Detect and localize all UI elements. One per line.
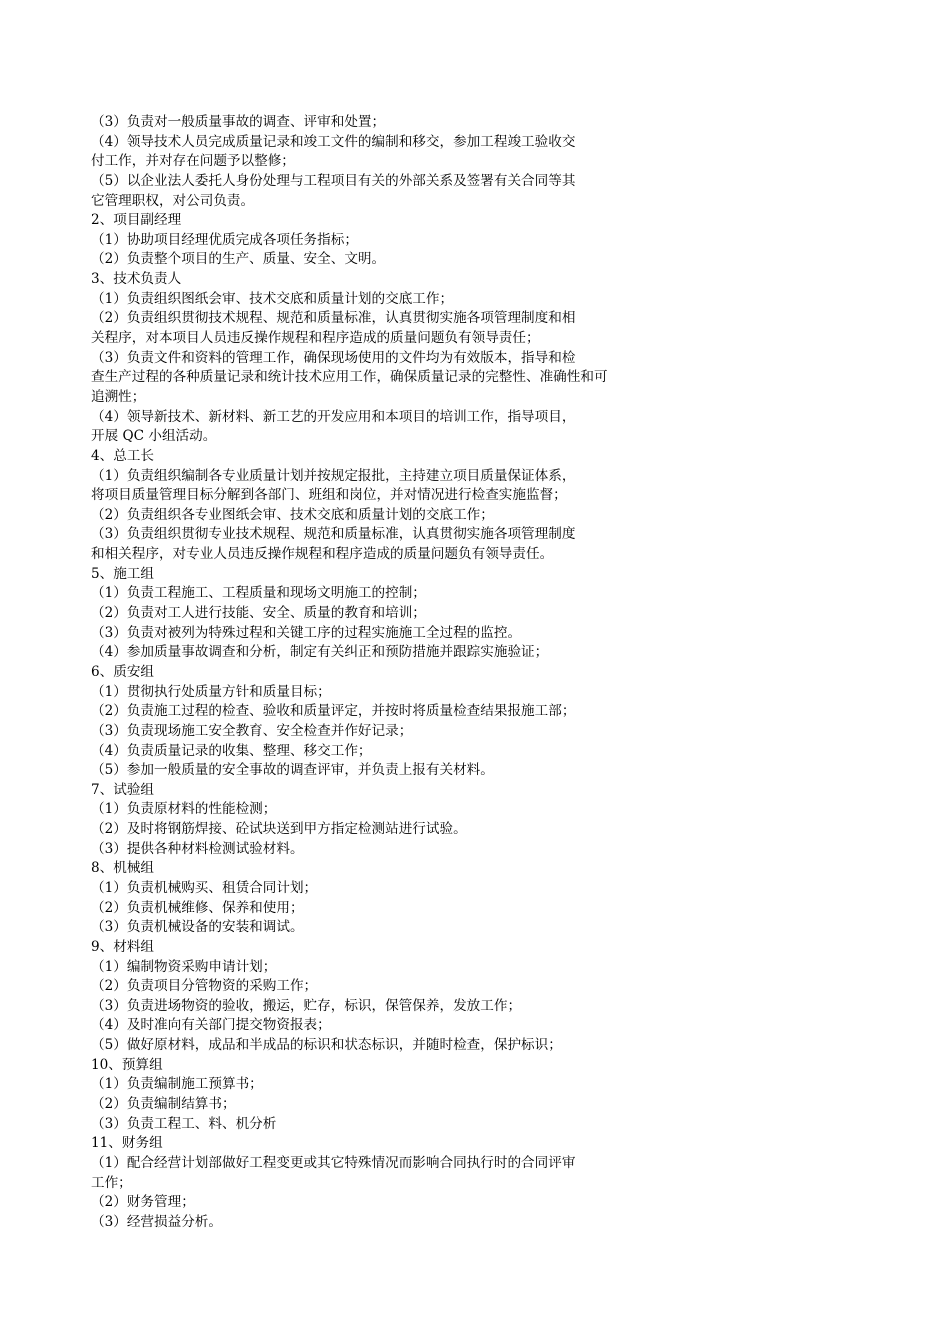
text-line: 关程序，对本项目人员违反操作规程和程序造成的质量问题负有领导责任； (91, 330, 540, 347)
section-heading: 3、技术负责人 (91, 271, 182, 288)
text-line: （2）及时将钢筋焊接、砼试块送到甲方指定检测站进行试验。 (91, 821, 467, 838)
text-line: （2）负责整个项目的生产、质量、安全、文明。 (91, 251, 386, 268)
text-line: （1）负责编制施工预算书； (91, 1076, 263, 1093)
section-heading: 9、材料组 (91, 938, 155, 955)
text-line: 工作； (91, 1174, 132, 1191)
text-line: （4）领导新技术、新材料、新工艺的开发应用和本项目的培训工作，指导项目， (91, 408, 576, 425)
text-line: （1）配合经营计划部做好工程变更或其它特殊情况而影响合同执行时的合同评审 (91, 1154, 576, 1171)
text-line: 和相关程序，对专业人员违反操作规程和程序造成的质量问题负有领导责任。 (91, 546, 554, 563)
section-heading: 7、试验组 (91, 781, 155, 798)
text-line: 付工作，并对存在问题予以整修； (91, 153, 295, 170)
text-line: （1）负责组织图纸会审、技术交底和质量计划的交底工作； (91, 290, 454, 307)
text-line: （3）负责文件和资料的管理工作，确保现场使用的文件均为有效版本，指导和检 (91, 349, 576, 366)
text-line: （2）负责施工过程的检查、验收和质量评定，并按时将质量检查结果报施工部； (91, 703, 576, 720)
text-line: （4）参加质量事故调查和分析，制定有关纠正和预防措施并跟踪实施验证； (91, 644, 549, 661)
text-line: 它管理职权，对公司负责。 (91, 192, 255, 209)
text-line: （4）负责质量记录的收集、整理、移交工作； (91, 742, 372, 759)
section-heading: 5、施工组 (91, 565, 155, 582)
text-line: （2）负责组织各专业图纸会审、技术交底和质量计划的交底工作； (91, 506, 494, 523)
text-line: （2）负责组织贯彻技术规程、规范和质量标准，认真贯彻实施各项管理制度和相 (91, 310, 576, 327)
text-line: （2）财务管理； (91, 1194, 195, 1211)
text-line: （1）贯彻执行处质量方针和质量目标； (91, 683, 331, 700)
text-line: （3）负责工程工、料、机分析 (91, 1115, 277, 1132)
text-line: （5）参加一般质量的安全事故的调查评审，并负责上报有关材料。 (91, 762, 494, 779)
section-heading: 4、总工长 (91, 447, 155, 464)
text-line: （2）负责机械维修、保养和使用； (91, 899, 304, 916)
text-line: （3）负责对被列为特殊过程和关键工序的过程实施施工全过程的监控。 (91, 624, 522, 641)
text-line: （4）领导技术人员完成质量记录和竣工文件的编制和移交，参加工程竣工验收交 (91, 133, 576, 150)
text-line: （4）及时准向有关部门提交物资报表； (91, 1017, 331, 1034)
document-body (91, 113, 731, 1233)
text-line: （3）负责进场物资的验收，搬运，贮存，标识，保管保养，发放工作； (91, 997, 522, 1014)
text-line: （1）负责工程施工、工程质量和现场文明施工的控制； (91, 585, 426, 602)
text-line: （3）负责现场施工安全教育、安全检查并作好记录； (91, 722, 413, 739)
text-line: 将项目质量管理目标分解到各部门、班组和岗位，并对情况进行检查实施监督； (91, 487, 567, 504)
text-line: （3）提供各种材料检测试验材料。 (91, 840, 304, 857)
section-heading: 6、质安组 (91, 663, 155, 680)
text-line: （2）负责项目分管物资的采购工作； (91, 978, 318, 995)
text-line: （2）负责编制结算书； (91, 1096, 236, 1113)
text-line: （2）负责对工人进行技能、安全、质量的教育和培训； (91, 605, 426, 622)
text-line: （3）负责组织贯彻专业技术规程、规范和质量标准，认真贯彻实施各项管理制度 (91, 526, 576, 543)
section-heading: 2、项目副经理 (91, 212, 182, 229)
text-line: 开展 QC 小组活动。 (91, 428, 217, 445)
text-line: （1）负责组织编制各专业质量计划并按规定报批，主持建立项目质量保证体系， (91, 467, 576, 484)
text-line: 查生产过程的各种质量记录和统计技术应用工作，确保质量记录的完整性、准确性和可 (91, 369, 608, 386)
text-line: （1）负责原材料的性能检测； (91, 801, 277, 818)
section-heading: 10、预算组 (91, 1056, 163, 1073)
section-heading: 11、财务组 (91, 1135, 163, 1152)
text-line: （5）以企业法人委托人身份处理与工程项目有关的外部关系及签署有关合同等其 (91, 172, 576, 189)
text-line: （1）协助项目经理优质完成各项任务指标； (91, 231, 358, 248)
text-line: （1）负责机械购买、租赁合同计划； (91, 879, 318, 896)
text-line: （3）负责对一般质量事故的调查、评审和处置； (91, 114, 386, 130)
text-line: 追溯性； (91, 388, 146, 405)
text-line: （1）编制物资采购申请计划； (91, 958, 277, 975)
section-heading: 8、机械组 (91, 860, 155, 877)
text-line: （3）负责机械设备的安装和调试。 (91, 919, 304, 936)
text-line: （3）经营损益分析。 (91, 1213, 222, 1230)
text-line: （5）做好原材料，成品和半成品的标识和状态标识，并随时检查，保护标识； (91, 1037, 562, 1054)
